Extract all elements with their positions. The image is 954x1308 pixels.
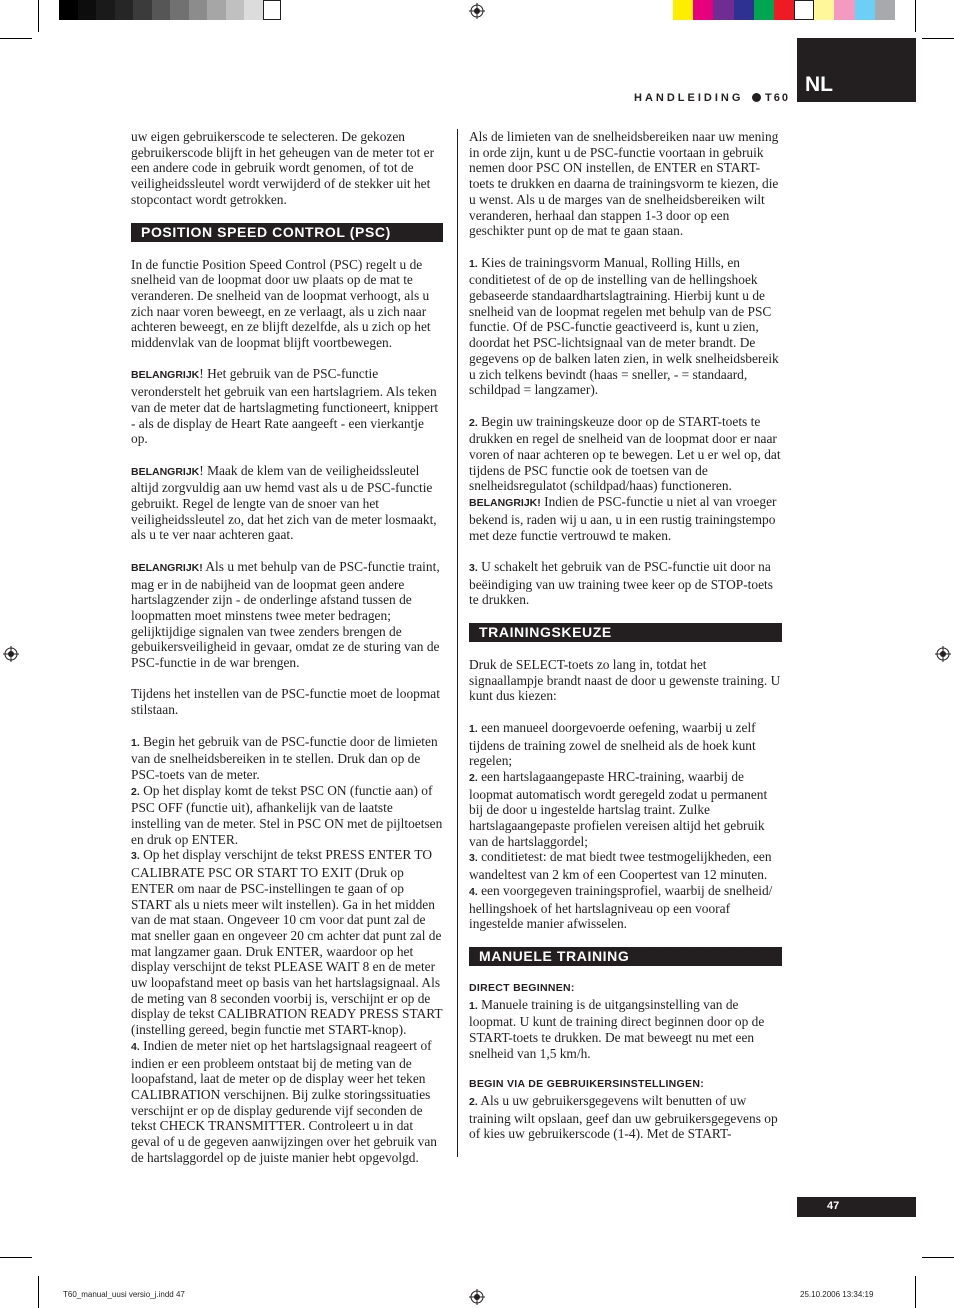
step-text: Op het display verschijnt de tekst PRESS ENTER TO CALIBRATE PSC OR START TO EXIT (Druk op ENTER om naar de PSC-instellingen te gaan of op START als u niets meer wilt instellen). Ga in het midden van de mat staan. Ongeveer 10 cm voor dat punt zal de mat sneller gaan en ongeveer 20 cm achter dat punt zal de mat langzamer gaan. Druk ENTER, waardoor op het display verschijnt de tekst PLEASE WAIT 8 en de meter uw loopafstand meet op basis van het hartslagsignaal. Als de meting van 8 seconden voorbij is, verschijnt er op de display de tekst CALIBRATION READY PRESS START (instelling gereed, begin functie met START-knop). [131,847,443,1038]
step-text: Op het display komt de tekst PSC ON (functie aan) of PSC OFF (functie uit), afhankelijk van de laatste instelling van de meter. Stel in PSC ON met de pijltoetsen en druk op ENTER. [131,782,443,847]
list-item [469,883,782,932]
color-swatch [244,0,263,20]
important-note [131,559,443,671]
registration-mark-icon [469,1289,485,1305]
color-swatch [673,0,693,20]
intro-paragraph: uw eigen gebruikerscode te selecteren. De gekozen gebruikerscode blijft in het geheugen van de meter tot er een andere code in gebruik wordt genomen, of tot de veiligheidssleutel wordt verwijderd of de stekker uit het stopcontact wordt getrokken. [131,129,435,207]
file-slug: T60_manual_uusi versio_j.indd 47 [63,1290,185,1299]
standstill-paragraph: Tijdens het instellen van de PSC-functie moet de loopmat stilstaan. [131,686,440,718]
step-text: U schakelt het gebruik van de PSC-functie uit door na beëindiging van uw training twee keer op de STOP-toets te drukken. [469,558,773,608]
step-item [469,1093,782,1142]
item-number: 1. [469,722,478,735]
step-item [131,847,443,1037]
step-item [469,255,782,398]
color-calibration-bar [673,0,895,20]
crop-mark [922,38,954,39]
crop-mark [38,0,39,32]
color-swatch [133,0,152,20]
important-label: BELANGRIJK! [469,497,541,510]
column-divider [457,129,458,1157]
step-number: 1. [469,257,478,270]
psc-heading: POSITION SPEED CONTROL (PSC) [131,223,443,242]
list-item [469,720,782,769]
item-text: een hartslagaangepaste HRC-training, waarbij de loopmat automatisch wordt geregeld zodat u permanent bij de door u ingestelde hartslag traint. Zulke hartslagaangepaste profielen vereisen altijd het gebruik van de hartslaggordel; [469,768,768,849]
model-label: T60 [765,92,790,104]
color-swatch [834,0,854,20]
important-note [131,366,443,447]
registration-mark-icon [935,646,951,662]
color-swatch [754,0,774,20]
step-item [469,559,782,608]
step-number: 3. [131,850,140,863]
training-heading: TRAININGSKEUZE [469,623,782,642]
step-text: Indien de meter niet op het hartslagsignaal reageert of indien er een probleem ontstaat bij de meting van de loopafstand, laat de meter op de display weer het teken CALIBRATION verschijnen. Bij zulke storingssituaties verschijnt er op de display gedurende vijf seconden de tekst CHECK TRANSMITTER. Controleert u in dat geval of u de gegeven aanwijzingen over het gebruik van de hartslaggordel op de juiste manier hebt opgevolgd. [131,1037,438,1165]
right-column [469,129,782,1142]
step-number: 2. [131,785,140,798]
note-text: ! Maak de klem van de veiligheidssleutel altijd zorgvuldig aan uw hemd vast als u de PSC-functie gebruikt. Regel de lengte van de snoer van het veiligheidssleutel zo, dat het zich van de meter losmaakt, als u te ver naar achteren gaat. [131,462,437,543]
color-swatch [96,0,115,20]
item-text: een voorgegeven trainingsprofiel, waarbij de snelheid/ hellingshoek of het hartslagniveau op een vooraf ingestelde manier afwisselen. [469,882,773,932]
registration-mark-icon [469,3,485,19]
color-swatch [794,0,814,20]
item-number: 4. [469,885,478,898]
item-number: 3. [469,852,478,865]
step-text: Begin het gebruik van de PSC-functie door de limieten van de snelheidsbereiken in te stellen. Druk dan op de PSC-toets van de meter. [131,733,438,782]
color-swatch [693,0,713,20]
page-number-tab [797,1197,916,1217]
list-item [469,849,782,882]
step-item [131,783,443,848]
timestamp-slug: 25.10.2006 13:34:19 [800,1290,874,1299]
color-swatch [226,0,245,20]
note-text: Indien de PSC-functie u niet al van vroeger bekend is, raden wij u aan, u in een rustig trainingstempo met deze functie vertrouwd te maken. [469,494,777,543]
list-item [469,769,782,850]
important-label: BELANGRIJK [131,369,200,382]
step-number: 1. [469,999,478,1012]
color-swatch [207,0,226,20]
color-swatch [814,0,834,20]
intro-paragraph: Als de limieten van de snelheidsbereiken naar uw mening in orde zijn, kunt u de PSC-functie voortaan in gebruik nemen door PSC ON instellen, de ENTER en START-toets te drukken en daarna de trainingsvorm te kiezen, die u wenst. Als u de marges van de snelheidsbereiken wilt veranderen, herhaal dan stappen 1-3 door op een geschikter punt op de mat te gaan staan. [469,129,779,239]
step-number: 4. [131,1040,140,1053]
color-swatch [855,0,875,20]
training-intro-paragraph: Druk de SELECT-toets zo lang in, totdat het signaallampje brandt naast de door u gewenste training. U kunt dus kiezen: [469,657,781,704]
bullet-dot-icon [752,93,761,102]
section-label: HANDLEIDING [634,92,744,104]
note-text: Als u met behulp van de PSC-functie traint, mag er in de nabijheid van de loopmat geen andere hartslagzender zijn - de onderlinge afstand tussen de loopmatten moet minstens twee meter bedragen; gelijktijdige signalen van twee zenders brengen de gebuikersveiligheid in gevaar, omdat ze de sturing van de PSC-functie in de war brengen. [131,558,440,671]
item-text: een manueel doorgevoerde oefening, waarbij u zelf tijdens de training zowel de snelheid als de hoek kunt regelen; [469,719,756,769]
step-text: Kies de trainingsvorm Manual, Rolling Hills, en conditietest of de op de instelling van de hellingshoek gebaseerde standaardhartslagtraining. Hierbij kunt u de snelheid van de loopmat regelen met behulp van de PSC functie. Of de PSC-functie geactiveerd is, kunt u zien, doordat het PSC-lichtsignaal van de meter brandt. De gegevens op de balken laten zien, in welk snelheidsbereik u zich telkens bevindt (haas = sneller, - = standaard, schildpad = langzamer). [469,254,779,398]
item-text: conditietest: de mat biedt twee testmogelijkheden, een wandeltest van 2 km of een Coopertest van 12 minuten. [469,849,772,883]
subheading: DIRECT BEGINNEN: [469,981,575,994]
crop-mark [0,1257,32,1258]
step-text: Begin uw trainingskeuze door op de START-toets te drukken en regel de snelheid van de loopmat door er naar voren of naar achteren op te bewegen. Let u er wel op, dat tijdens de PSC functie ook de toetsen van de snelheidsregulatot (schildpad/haas) functioneren. [469,413,781,494]
important-label: BELANGRIJK [131,465,200,478]
color-swatch [713,0,733,20]
step-item [469,414,782,495]
color-swatch [734,0,754,20]
item-number: 2. [469,771,478,784]
color-swatch [189,0,208,20]
subheading: BEGIN VIA DE GEBRUIKERSINSTELLINGEN: [469,1078,705,1091]
language-tab [797,38,916,102]
color-swatch [59,0,78,20]
step-text: Als u uw gebruikersgegevens wilt benutten of uw training wilt opslaan, geef dan uw gebruikersgegevens op of kies uw gebruikerscode (1-4). Met de START- [469,1092,778,1142]
important-label: BELANGRIJK! [131,561,203,574]
color-swatch [263,0,282,20]
step-number: 1. [131,736,140,749]
crop-mark [915,1276,916,1308]
color-swatch [152,0,171,20]
left-column [131,129,443,1166]
page-number: 47 [827,1200,840,1212]
important-note [131,463,443,544]
crop-mark [0,38,32,39]
manual-training-heading: MANUELE TRAINING [469,947,782,966]
step-item [469,997,782,1062]
color-swatch [78,0,97,20]
step-item [131,1038,443,1166]
registration-mark-icon [3,646,19,662]
color-swatch [170,0,189,20]
color-swatch [875,0,895,20]
crop-mark [915,0,916,32]
color-swatch [774,0,794,20]
important-note [469,494,782,543]
language-code: NL [805,73,833,96]
step-item [131,734,443,783]
step-number: 2. [469,416,478,429]
note-text: ! Het gebruik van de PSC-functie veronderstelt het gebruik van een hartslagriem. Als teken van de meter dat de hartslagmeting functioneert, knippert - als de display de Heart Rate aangeeft - een vierkantje op. [131,366,439,447]
grayscale-calibration-bar [59,0,281,20]
psc-intro-paragraph: In de functie Position Speed Control (PSC) regelt u de snelheid van de loopmat door uw plaats op de mat te veranderen. De snelheid van de loopmat verhoogt, als u zich naar voren beweegt, en ze verlaagt, als u zich naar achteren beweegt, en ze blijft dezelfde, als u zich op het middenvlak van de loopmat blijft voortbewegen. [131,256,431,351]
crop-mark [922,1257,954,1258]
color-swatch [115,0,134,20]
step-text: Manuele training is de uitgangsinstelling van de loopmat. U kunt de training direct beginnen door op de START-toets te drukken. De mat beweegt nu met een snelheid van 1,5 km/h. [469,996,765,1061]
step-number: 3. [469,561,478,574]
crop-mark [38,1276,39,1308]
step-number: 2. [469,1095,478,1108]
